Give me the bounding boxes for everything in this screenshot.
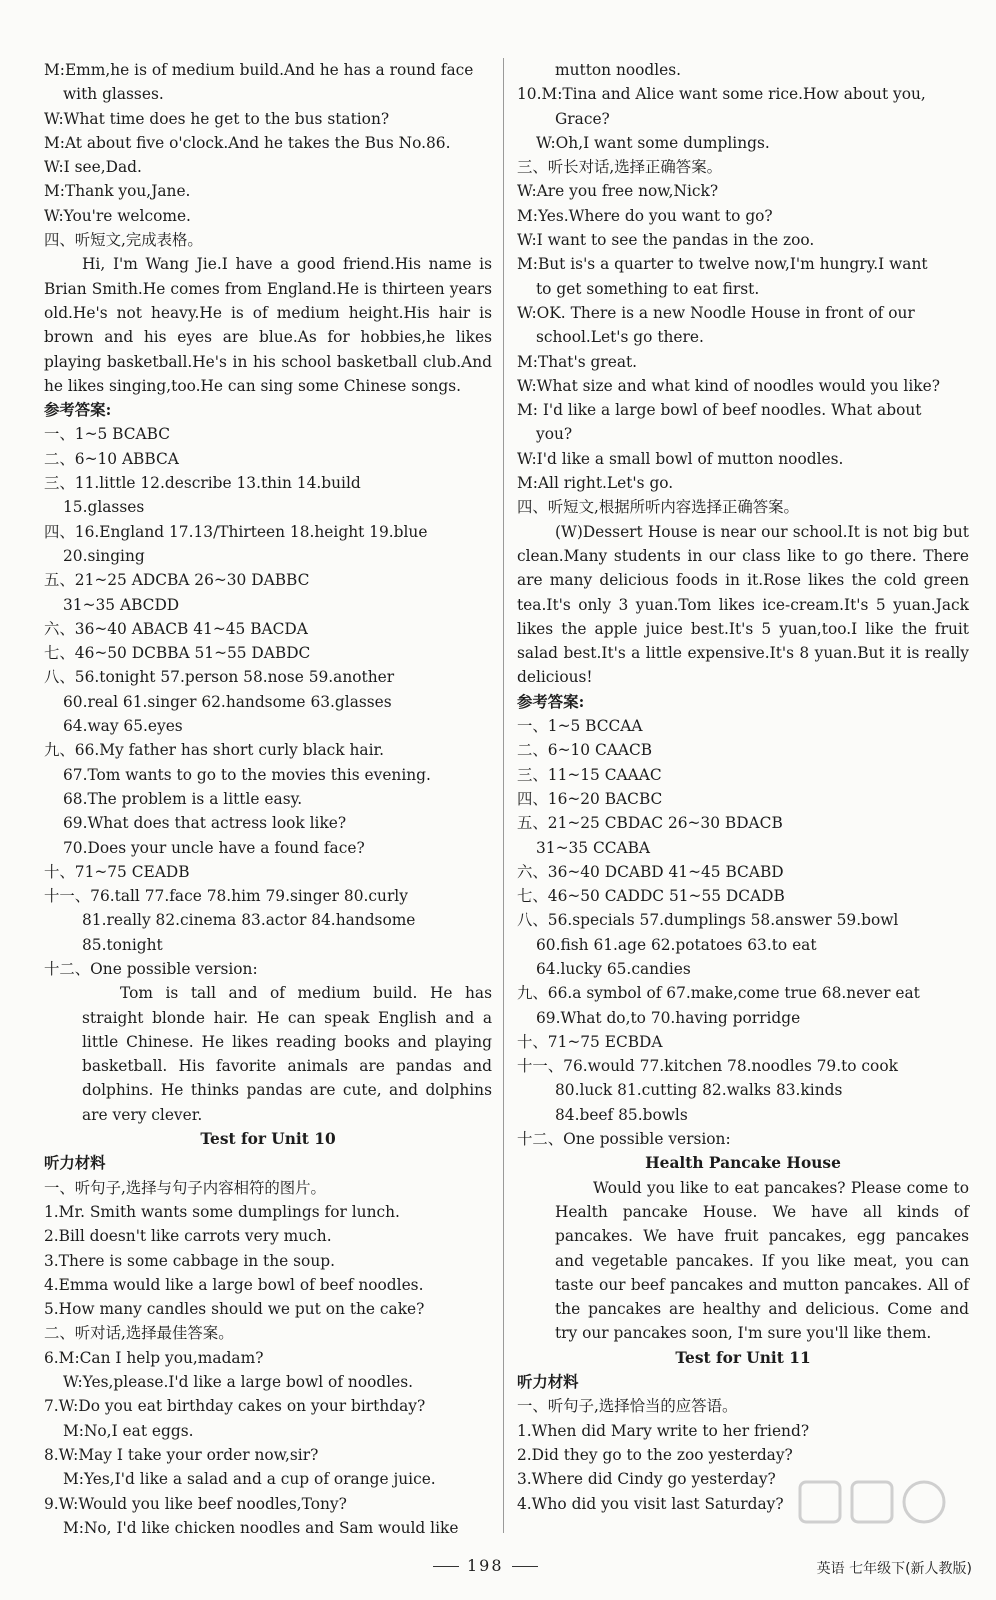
right-line: W:I'd like a small bowl of mutton noodles. <box>517 449 844 468</box>
left-line: 参考答案: <box>44 401 112 420</box>
right-line: 听力材料 <box>517 1373 579 1392</box>
left-line: W:You're welcome. <box>44 206 191 225</box>
right-line: 4.Who did you visit last Saturday? <box>517 1494 784 1513</box>
left-line: 8.W:May I take your order now,sir? <box>44 1445 319 1464</box>
left-line: 69.What does that actress look like? <box>63 814 347 833</box>
right-line: school.Let's go there. <box>536 328 704 347</box>
right-line: 七、46~50 CADDC 51~55 DCADB <box>517 887 785 906</box>
right-line: 84.beef 85.bowls <box>555 1105 688 1124</box>
page-number: 198 <box>425 1556 546 1575</box>
left-line: Hi, I'm Wang Jie.I have a good friend.His name is Brian Smith.He comes from England.He is thirteen years old.He's not heavy.He is of medium height.His hair is brown and his eyes are blue.As for hobbies,he likes playing basketball.He's in his school basketball club.And he likes singing,too.He can sing some Chinese songs. <box>44 255 492 395</box>
left-line: 八、56.tonight 57.person 58.nose 59.another <box>44 668 395 687</box>
right-line: 2.Did they go to the zoo yesterday? <box>517 1445 793 1464</box>
right-line: 九、66.a symbol of 67.make,come true 68.never eat <box>517 984 920 1003</box>
left-line: M:At about five o'clock.And he takes the Bus No.86. <box>44 133 451 152</box>
right-line: M:Yes.Where do you want to go? <box>517 206 773 225</box>
right-line: you? <box>536 425 573 444</box>
left-line: 31~35 ABCDD <box>63 595 180 614</box>
right-line: M:But is's a quarter to twelve now,I'm hungry.I want <box>517 255 928 274</box>
right-line: to get something to eat first. <box>536 279 760 298</box>
left-line: 五、21~25 ADCBA 26~30 DABBC <box>44 571 310 590</box>
right-line: Health Pancake House <box>645 1154 841 1173</box>
right-line: 64.lucky 65.candies <box>536 959 691 978</box>
left-line: 70.Does your uncle have a found face? <box>63 838 365 857</box>
left-line: 听力材料 <box>44 1154 106 1173</box>
left-line: Tom is tall and of medium build. He has straight blonde hair. He can speak English and a little Chinese. He likes reading books and playing basketball. His favorite animals are pandas and dolphins. He thinks pandas are cute, and dolphins are very clever. <box>82 984 492 1124</box>
right-line: M:That's great. <box>517 352 638 371</box>
right-line: 一、1~5 BCCAA <box>517 717 643 736</box>
right-line: 六、36~40 DCABD 41~45 BCABD <box>517 862 784 881</box>
left-line: 7.W:Do you eat birthday cakes on your birthday? <box>44 1397 426 1416</box>
left-line: M:Thank you,Jane. <box>44 182 191 201</box>
left-line: 七、46~50 DCBBA 51~55 DABDC <box>44 644 311 663</box>
left-line: 六、36~40 ABACB 41~45 BACDA <box>44 619 308 638</box>
left-line: 20.singing <box>63 546 145 565</box>
left-line: 1.Mr. Smith wants some dumplings for lunch. <box>44 1202 400 1221</box>
left-line: 三、11.little 12.describe 13.thin 14.build <box>44 474 361 493</box>
page-footer <box>0 1556 996 1580</box>
right-line: 八、56.specials 57.dumplings 58.answer 59.bowl <box>517 911 899 930</box>
right-line: 一、听句子,选择恰当的应答语。 <box>517 1397 738 1416</box>
right-line: 十、71~75 ECBDA <box>517 1032 663 1051</box>
right-line: 三、听长对话,选择正确答案。 <box>517 158 722 177</box>
right-line: 二、6~10 CAACB <box>517 741 653 760</box>
right-line: (W)Dessert House is near our school.It is not big but clean.Many students in our class like to go there. There are many delicious foods in it.Rose likes the cold green tea.It's only 3 yuan.Tom likes ice-cream.It's 5 yuan.Jack likes the apple juice best.It's 5 yuan,too.I like the fruit salad best.It's a little expensive.It's 8 yuan.But it is really delicious! <box>517 522 969 687</box>
left-line: Test for Unit 10 <box>200 1130 336 1149</box>
left-line: W:I see,Dad. <box>44 158 142 177</box>
left-line: 四、16.England 17.13/Thirteen 18.height 19.blue <box>44 522 428 541</box>
right-line: 1.When did Mary write to her friend? <box>517 1421 810 1440</box>
watermark-logo-icon <box>796 1476 956 1554</box>
right-line: M:All right.Let's go. <box>517 474 674 493</box>
left-line: 60.real 61.singer 62.handsome 63.glasses <box>63 692 392 711</box>
footer-subject: 英语 七年级下(新人教版) <box>816 1561 972 1577</box>
right-line: 69.What do,to 70.having porridge <box>536 1008 801 1027</box>
right-line: W:OK. There is a new Noodle House in front of our <box>517 303 915 322</box>
left-line: M:Yes,I'd like a salad and a cup of orange juice. <box>63 1470 436 1489</box>
left-line: 十二、One possible version: <box>44 959 258 978</box>
left-line: 81.really 82.cinema 83.actor 84.handsome <box>82 911 416 930</box>
right-line: 3.Where did Cindy go yesterday? <box>517 1470 776 1489</box>
right-line: 60.fish 61.age 62.potatoes 63.to eat <box>536 935 817 954</box>
right-column <box>517 58 969 1516</box>
left-line: 十、71~75 CEADB <box>44 862 190 881</box>
left-line: 一、听句子,选择与句子内容相符的图片。 <box>44 1178 326 1197</box>
left-line: M:Emm,he is of medium build.And he has a round face <box>44 61 474 79</box>
right-line: 四、听短文,根据所听内容选择正确答案。 <box>517 498 799 517</box>
left-line: M:No,I eat eggs. <box>63 1421 194 1440</box>
right-line: M: I'd like a large bowl of beef noodles. What about <box>517 401 922 420</box>
right-line: W:Are you free now,Nick? <box>517 182 719 201</box>
right-line: mutton noodles. <box>555 61 682 79</box>
left-line: 5.How many candles should we put on the cake? <box>44 1300 425 1319</box>
right-line: 31~35 CCABA <box>536 838 651 857</box>
left-line: 二、6~10 ABBCA <box>44 449 179 468</box>
left-line: 四、听短文,完成表格。 <box>44 231 203 250</box>
left-line: 一、1~5 BCABC <box>44 425 171 444</box>
right-line: 10.M:Tina and Alice want some rice.How about you, <box>517 85 926 104</box>
column-divider <box>503 58 504 1533</box>
right-line: 十一、76.would 77.kitchen 78.noodles 79.to cook <box>517 1057 898 1076</box>
right-line: Test for Unit 11 <box>675 1348 811 1367</box>
left-column <box>44 58 492 1540</box>
right-line: 五、21~25 CBDAC 26~30 BDACB <box>517 814 783 833</box>
left-line: 十一、76.tall 77.face 78.him 79.singer 80.curly <box>44 887 408 906</box>
left-line: 4.Emma would like a large bowl of beef noodles. <box>44 1275 424 1294</box>
left-line: 3.There is some cabbage in the soup. <box>44 1251 335 1270</box>
left-line: 九、66.My father has short curly black hair. <box>44 741 385 760</box>
left-line: 15.glasses <box>63 498 145 517</box>
left-line: 64.way 65.eyes <box>63 717 183 736</box>
right-line: 四、16~20 BACBC <box>517 789 663 808</box>
left-line: 67.Tom wants to go to the movies this evening. <box>63 765 431 784</box>
left-line: with glasses. <box>63 85 164 104</box>
left-line: 68.The problem is a little easy. <box>63 789 303 808</box>
left-line: W:What time does he get to the bus station? <box>44 109 390 128</box>
left-line: 85.tonight <box>82 935 163 954</box>
right-line: W:I want to see the pandas in the zoo. <box>517 231 815 250</box>
right-line: 80.luck 81.cutting 82.walks 83.kinds <box>555 1081 843 1100</box>
left-line: 2.Bill doesn't like carrots very much. <box>44 1227 332 1246</box>
right-line: Grace? <box>555 109 610 128</box>
left-line: M:No, I'd like chicken noodles and Sam would like <box>63 1518 459 1537</box>
right-line: 三、11~15 CAAAC <box>517 765 662 784</box>
left-line: 9.W:Would you like beef noodles,Tony? <box>44 1494 347 1513</box>
right-line: Would you like to eat pancakes? Please come to Health pancake House. We have all kinds of pancakes. We have fruit pancakes, egg pancakes and vegetable pancakes. If you like meat, you can taste our beef pancakes and mutton pancakes. All of the pancakes are healthy and delicious. Come and try our pancakes soon, I'm sure you'll like them. <box>555 1178 969 1343</box>
left-line: W:Yes,please.I'd like a large bowl of noodles. <box>63 1373 414 1392</box>
left-line: 6.M:Can I help you,madam? <box>44 1348 264 1367</box>
right-line: W:What size and what kind of noodles would you like? <box>517 376 940 395</box>
right-line: 参考答案: <box>517 692 585 711</box>
left-line: 二、听对话,选择最佳答案。 <box>44 1324 234 1343</box>
right-line: 十二、One possible version: <box>517 1130 731 1149</box>
right-line: W:Oh,I want some dumplings. <box>536 133 770 152</box>
